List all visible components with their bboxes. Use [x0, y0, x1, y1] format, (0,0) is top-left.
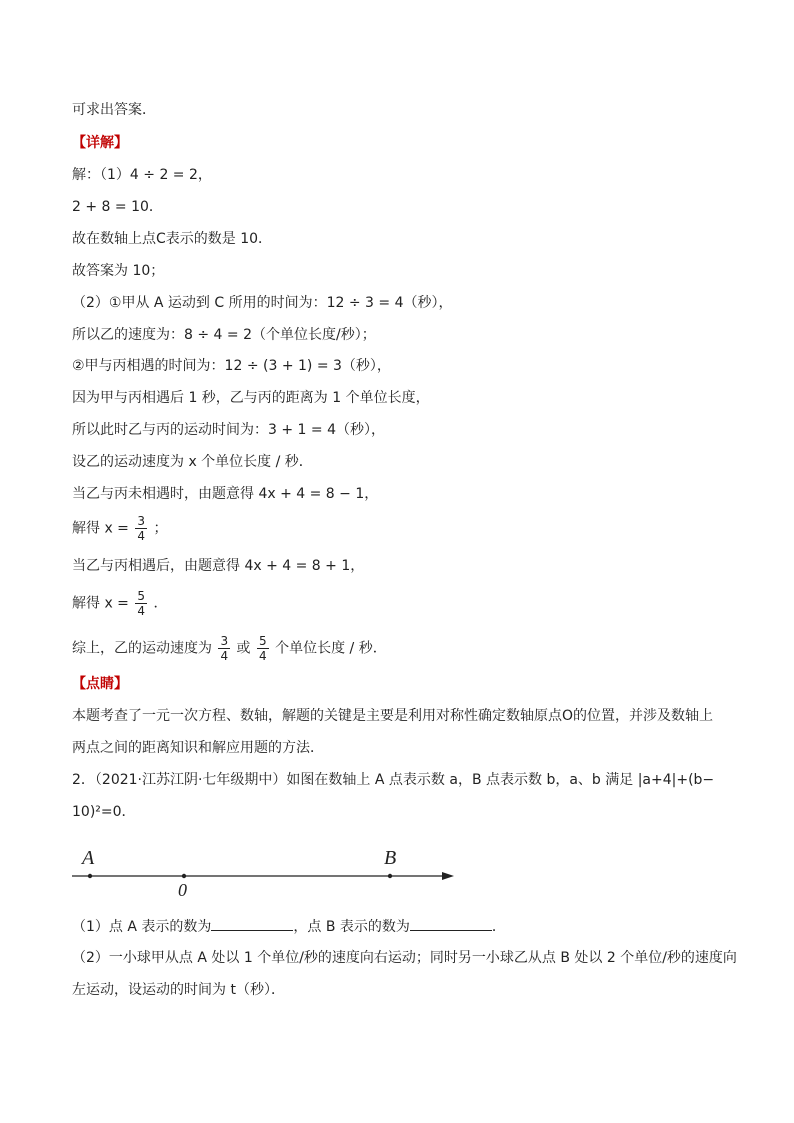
text-segment: 综上，乙的运动速度为	[72, 640, 212, 657]
fraction	[218, 634, 230, 663]
text-line: （2）①甲从 A 运动到 C 所用的时间为：12 ÷ 3 = 4（秒），	[72, 295, 453, 311]
numerator: 3	[137, 514, 146, 528]
text-line: 左运动，设运动的时间为 t（秒）．	[72, 982, 285, 998]
text-line: 所以此时乙与丙的运动时间为：3 + 1 = 4（秒），	[72, 422, 385, 438]
text-line: 可求出答案．	[72, 102, 156, 118]
denominator: 4	[259, 649, 267, 663]
number-line-diagram	[68, 838, 468, 898]
text-line: 所以乙的速度为：8 ÷ 4 = 2（个单位长度/秒）；	[72, 327, 376, 343]
text-segment: （1）点 A 表示的数为	[72, 919, 212, 935]
question-line: 2．（2021·江苏江阴·七年级期中）如图在数轴上 A 点表示数 a，B 点表示数 b，a、b 满足 |a+4|+(b−	[72, 772, 715, 788]
text-line: 故答案为 10；	[72, 263, 165, 279]
text-line: 当乙与丙未相遇时，由题意得 4x + 4 = 8 − 1，	[72, 486, 379, 502]
point-b-dot	[388, 874, 392, 878]
text-line: 2 + 8 = 10．	[72, 199, 163, 215]
text-segment: 解得 x =	[72, 595, 134, 612]
fraction	[257, 634, 269, 663]
summary-line	[72, 634, 387, 663]
text-line: 当乙与丙相遇后，由题意得 4x + 4 = 8 + 1，	[72, 558, 365, 574]
text-segment: ．	[153, 595, 168, 612]
text-line: 故在数轴上点C表示的数是 10．	[72, 231, 273, 247]
section-heading-detail: 【详解】	[72, 135, 128, 151]
point-a-dot	[88, 874, 92, 878]
fraction	[135, 514, 147, 543]
solution-line	[72, 589, 167, 618]
numerator: 5	[259, 634, 267, 648]
text-line: 因为甲与丙相遇后 1 秒，乙与丙的距离为 1 个单位长度，	[72, 390, 430, 406]
text-segment: ，点 B 表示的数为	[293, 919, 410, 935]
text-line: 10)²=0．	[72, 804, 136, 820]
numerator: 5	[137, 589, 146, 603]
text-segment: ；	[153, 520, 168, 537]
arrow-head-icon	[442, 872, 454, 880]
answer-blank[interactable]	[410, 916, 492, 931]
denominator: 4	[137, 529, 146, 543]
text-line: 解：（1）4 ÷ 2 = 2，	[72, 167, 212, 183]
fraction	[135, 589, 147, 618]
denominator: 4	[220, 649, 229, 663]
text-line: 本题考查了一元一次方程、数轴，解题的关键是主要是利用对称性确定数轴原点O的位置，并涉及数轴上	[72, 708, 714, 724]
text-segment: 解得 x =	[72, 520, 134, 537]
section-heading-comment: 【点睛】	[72, 676, 128, 692]
numerator: 3	[220, 634, 229, 648]
point-o-dot	[182, 874, 186, 878]
answer-blank[interactable]	[211, 916, 293, 931]
solution-line	[72, 514, 167, 543]
sub-question-line	[72, 916, 506, 937]
text-line: ②甲与丙相遇的时间为：12 ÷ (3 + 1) = 3（秒），	[72, 358, 391, 374]
label-origin: 0	[178, 880, 187, 898]
text-line: 两点之间的距离知识和解应用题的方法．	[72, 740, 324, 756]
text-segment: 个单位长度 / 秒．	[275, 640, 387, 657]
denominator: 4	[137, 604, 146, 618]
text-line: （2）一小球甲从点 A 处以 1 个单位/秒的速度向右运动；同时另一小球乙从点 B 处以 2 个单位/秒的速度向	[72, 950, 737, 966]
text-line: 设乙的运动速度为 x 个单位长度 / 秒．	[72, 454, 313, 470]
text-segment: ．	[491, 919, 506, 935]
text-segment: 或	[236, 640, 251, 657]
label-b: B	[384, 847, 397, 869]
label-a: A	[82, 847, 95, 869]
